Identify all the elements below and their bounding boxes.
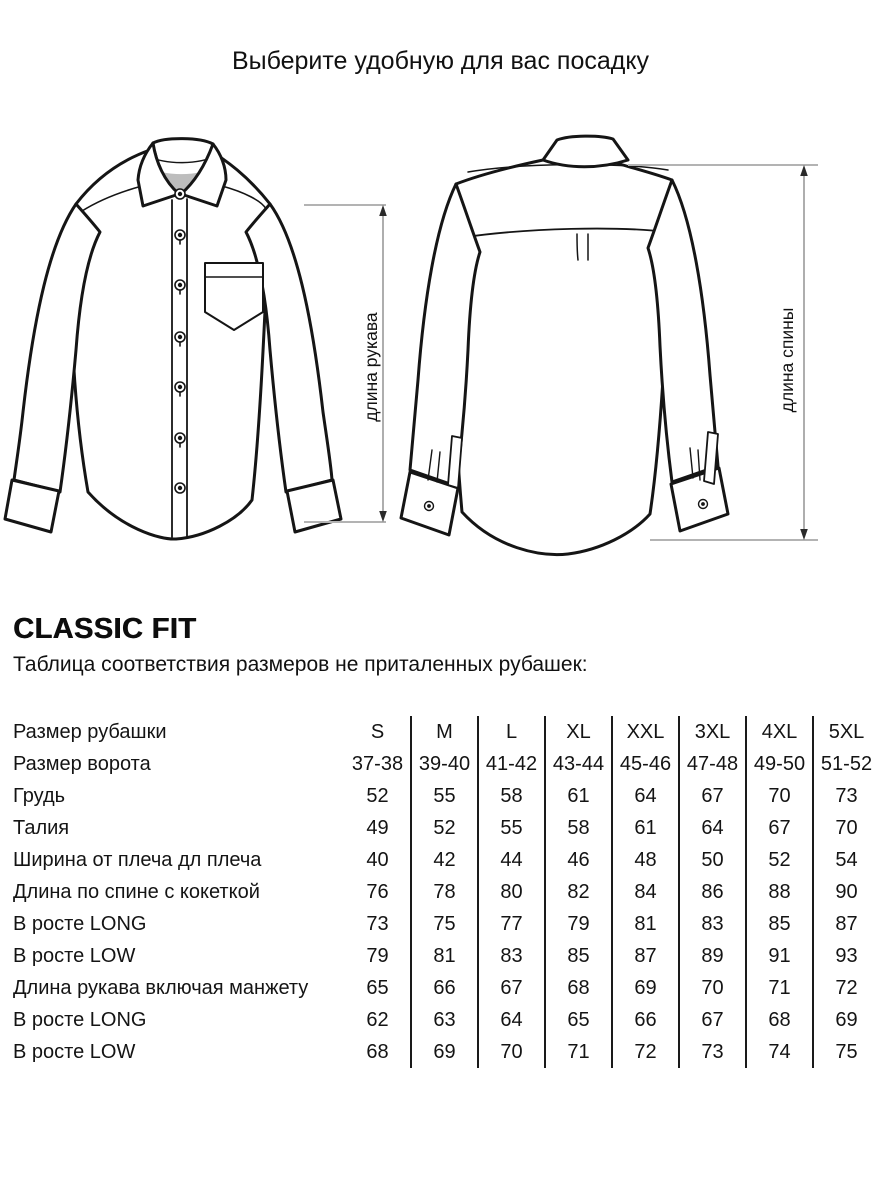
size-value-cell: 71	[545, 1036, 612, 1068]
sleeve-length-label: длина рукава	[361, 312, 381, 422]
table-row	[13, 812, 879, 844]
size-value-cell: 66	[612, 1004, 679, 1036]
size-value-cell: 43-44	[545, 748, 612, 780]
size-value-cell: 55	[478, 812, 545, 844]
size-value-cell: 46	[545, 844, 612, 876]
size-value-cell: 85	[746, 908, 813, 940]
size-value-cell: 37-38	[351, 752, 404, 775]
size-value-cell: 61	[612, 812, 679, 844]
table-row	[13, 908, 879, 940]
size-value-cell: 51-52	[813, 748, 879, 780]
size-value-cell: 67	[679, 1004, 746, 1036]
size-value-cell: 45-46	[612, 748, 679, 780]
size-value-cell: 66	[411, 972, 478, 1004]
size-column-header: 3XL	[679, 716, 746, 748]
back-length-label: длина спины	[777, 307, 797, 413]
size-value-cell: 61	[545, 780, 612, 812]
row-label: В росте LONG	[13, 912, 147, 935]
size-value-cell: 48	[612, 844, 679, 876]
size-value-cell: 81	[411, 940, 478, 972]
fit-heading: CLASSIC FIT	[13, 613, 197, 645]
size-value-cell: 74	[746, 1036, 813, 1068]
row-label: В росте LOW	[13, 1040, 136, 1063]
size-value-cell: 58	[478, 780, 545, 812]
size-value-cell: 90	[813, 876, 879, 908]
row-label: Длина по спине с кокеткой	[13, 880, 260, 903]
size-value-cell: 69	[612, 972, 679, 1004]
size-table-header-row	[13, 716, 879, 748]
size-value-cell: 69	[813, 1004, 879, 1036]
size-value-cell: 87	[813, 908, 879, 940]
back-collar	[543, 136, 628, 167]
page-title: Выберите удобную для вас посадку	[231, 47, 650, 75]
size-value-cell: 77	[478, 908, 545, 940]
size-value-cell: 91	[746, 940, 813, 972]
size-value-cell: 62	[366, 1008, 389, 1031]
size-value-cell: 70	[679, 972, 746, 1004]
table-row	[13, 844, 879, 876]
size-value-cell: 79	[366, 944, 389, 967]
table-row	[13, 1036, 879, 1068]
shirt-back-drawing	[401, 136, 728, 554]
arrow-up-icon	[800, 165, 808, 176]
size-column-header: S	[370, 720, 385, 743]
size-value-cell: 82	[545, 876, 612, 908]
size-column-header: 5XL	[813, 716, 879, 748]
table-row	[13, 748, 879, 780]
size-value-cell: 78	[411, 876, 478, 908]
table-row	[13, 780, 879, 812]
size-column-header: 4XL	[746, 716, 813, 748]
size-value-cell: 75	[813, 1036, 879, 1068]
size-value-cell: 55	[411, 780, 478, 812]
size-value-cell: 85	[545, 940, 612, 972]
table-subtitle: Таблица соответствия размеров не приталенных рубашек:	[13, 653, 588, 676]
shirt-diagrams	[0, 120, 881, 580]
table-row	[13, 1004, 879, 1036]
size-value-cell: 75	[411, 908, 478, 940]
size-value-cell: 72	[612, 1036, 679, 1068]
size-value-cell: 73	[813, 780, 879, 812]
table-row	[13, 940, 879, 972]
size-value-cell: 76	[366, 880, 389, 903]
size-value-cell: 54	[813, 844, 879, 876]
row-label: Длина рукава включая манжету	[13, 976, 309, 999]
size-column-header: XXL	[612, 716, 679, 748]
size-value-cell: 69	[411, 1036, 478, 1068]
size-value-cell: 68	[746, 1004, 813, 1036]
size-value-cell: 87	[612, 940, 679, 972]
arrow-down-icon	[379, 511, 387, 522]
row-label: Талия	[13, 816, 70, 839]
table-row	[13, 876, 879, 908]
size-value-cell: 52	[746, 844, 813, 876]
size-value-cell: 58	[545, 812, 612, 844]
size-value-cell: 64	[478, 1004, 545, 1036]
table-row	[13, 972, 879, 1004]
size-value-cell: 64	[679, 812, 746, 844]
front-right-cuff	[287, 480, 341, 532]
size-value-cell: 89	[679, 940, 746, 972]
row-label: В росте LOW	[13, 944, 136, 967]
size-value-cell: 67	[679, 780, 746, 812]
size-value-cell: 41-42	[478, 748, 545, 780]
size-value-cell: 64	[612, 780, 679, 812]
size-value-cell: 72	[813, 972, 879, 1004]
size-table-body	[13, 716, 879, 1068]
size-value-cell: 47-48	[679, 748, 746, 780]
size-value-cell: 68	[545, 972, 612, 1004]
row-label: В росте LONG	[13, 1008, 147, 1031]
size-value-cell: 67	[746, 812, 813, 844]
size-value-cell: 52	[366, 784, 389, 807]
size-value-cell: 88	[746, 876, 813, 908]
size-value-cell: 83	[679, 908, 746, 940]
size-value-cell: 81	[612, 908, 679, 940]
size-value-cell: 83	[478, 940, 545, 972]
size-value-cell: 68	[366, 1040, 389, 1063]
row-label: Ширина от плеча дл плеча	[13, 848, 262, 871]
size-column-header: M	[411, 716, 478, 748]
size-value-cell: 93	[813, 940, 879, 972]
size-value-cell: 73	[679, 1036, 746, 1068]
size-value-cell: 79	[545, 908, 612, 940]
row-label: Размер ворота	[13, 752, 151, 775]
size-value-cell: 50	[679, 844, 746, 876]
size-value-cell: 44	[478, 844, 545, 876]
size-value-cell: 65	[366, 976, 389, 999]
size-value-cell: 42	[411, 844, 478, 876]
size-column-header: L	[478, 716, 545, 748]
size-column-header: XL	[545, 716, 612, 748]
size-value-cell: 70	[746, 780, 813, 812]
size-value-cell: 39-40	[411, 748, 478, 780]
size-value-cell: 65	[545, 1004, 612, 1036]
size-value-cell: 71	[746, 972, 813, 1004]
arrow-up-icon	[379, 205, 387, 216]
size-value-cell: 40	[366, 848, 389, 871]
size-value-cell: 70	[813, 812, 879, 844]
size-value-cell: 49	[366, 816, 389, 839]
size-value-cell: 86	[679, 876, 746, 908]
size-value-cell: 49-50	[746, 748, 813, 780]
size-value-cell: 80	[478, 876, 545, 908]
size-value-cell: 63	[411, 1004, 478, 1036]
size-value-cell: 67	[478, 972, 545, 1004]
size-value-cell: 70	[478, 1036, 545, 1068]
size-value-cell: 52	[411, 812, 478, 844]
size-value-cell: 73	[366, 912, 389, 935]
size-value-cell: 84	[612, 876, 679, 908]
row-label: Грудь	[13, 784, 66, 807]
size-table	[13, 716, 879, 1068]
front-left-cuff	[5, 480, 59, 532]
row-label: Размер рубашки	[13, 720, 167, 743]
arrow-down-icon	[800, 529, 808, 540]
shirt-front-drawing	[5, 139, 341, 539]
